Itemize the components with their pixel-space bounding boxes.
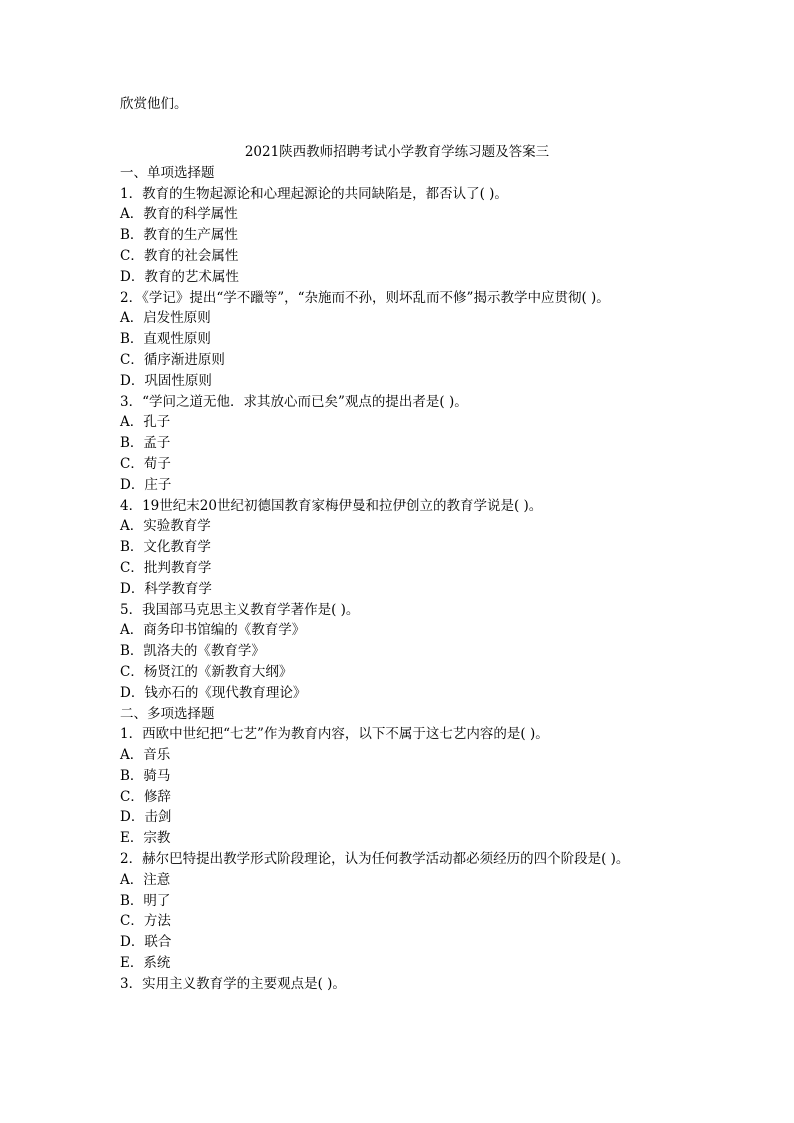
question <box>0 496 794 600</box>
document-content <box>0 94 794 995</box>
option: C．荀子 <box>120 455 171 472</box>
option: A．商务印书馆编的《教育学》 <box>120 622 306 639</box>
option: B．凯洛夫的《教育学》 <box>120 643 265 660</box>
option: A．教育的科学属性 <box>120 206 238 223</box>
option: B．骑马 <box>120 767 171 784</box>
question <box>0 288 794 392</box>
section-single-choice <box>0 163 794 704</box>
question <box>0 974 794 995</box>
question-stem: 2．《学记》提出“学不躐等”，“杂施而不孙，则坏乱而不修”揭示教学中应贯彻( )。 <box>120 289 610 306</box>
question <box>0 184 794 288</box>
option: C．教育的社会属性 <box>120 247 239 264</box>
option: D．巩固性原则 <box>120 372 212 389</box>
option: E．系统 <box>120 955 171 972</box>
question <box>0 600 794 704</box>
option: D．庄子 <box>120 476 172 493</box>
option: D．教育的艺术属性 <box>120 268 239 285</box>
question-stem: 5．我国部马克思主义教育学著作是( )。 <box>120 601 360 618</box>
option: D．科学教育学 <box>120 580 212 597</box>
option: D．联合 <box>120 934 172 951</box>
section-heading: 一、单项选择题 <box>120 164 215 181</box>
option: B．文化教育学 <box>120 539 211 556</box>
option: B．直观性原则 <box>120 331 211 348</box>
section-multiple-choice <box>0 704 794 995</box>
option: A．实验教育学 <box>120 518 211 535</box>
option: B．孟子 <box>120 435 171 452</box>
question-stem: 3．实用主义教育学的主要观点是( )。 <box>120 975 346 992</box>
option: C．批判教育学 <box>120 559 212 576</box>
option: A．孔子 <box>120 414 171 431</box>
option: A．启发性原则 <box>120 310 211 327</box>
question-stem: 3．“学问之道无他．求其放心而已矣”观点的提出者是( )。 <box>120 393 468 410</box>
document-title: 2021陕西教师招聘考试小学教育学练习题及答案三 <box>244 143 550 160</box>
option: A．音乐 <box>120 747 171 764</box>
section-heading: 二、多项选择题 <box>120 705 215 722</box>
option: B．教育的生产属性 <box>120 227 238 244</box>
question-stem: 1．教育的生物起源论和心理起源论的共同缺陷是，都否认了( )。 <box>120 185 508 202</box>
question-stem: 1．西欧中世纪把“七艺”作为教育内容，以下不属于这七艺内容的是( )。 <box>120 726 549 743</box>
question <box>0 724 794 849</box>
intro-line: 欣赏他们。 <box>120 96 188 112</box>
option: C．杨贤江的《新教育大纲》 <box>120 663 293 680</box>
question <box>0 392 794 496</box>
option: D．击剑 <box>120 809 172 826</box>
option: B．明了 <box>120 892 171 909</box>
option: C．方法 <box>120 913 171 930</box>
question <box>0 849 794 974</box>
question-stem: 4．19世纪末20世纪初德国教育家梅伊曼和拉伊创立的教育学说是( )。 <box>120 497 543 514</box>
option: A．注意 <box>120 871 171 888</box>
question-stem: 2．赫尔巴特提出教学形式阶段理论，认为任何教学活动都必须经历的四个阶段是( )。 <box>120 851 630 868</box>
option: C．循序渐进原则 <box>120 351 225 368</box>
option: D．钱亦石的《现代教育理论》 <box>120 684 307 701</box>
option: C．修辞 <box>120 788 171 805</box>
option: E．宗教 <box>120 830 171 847</box>
